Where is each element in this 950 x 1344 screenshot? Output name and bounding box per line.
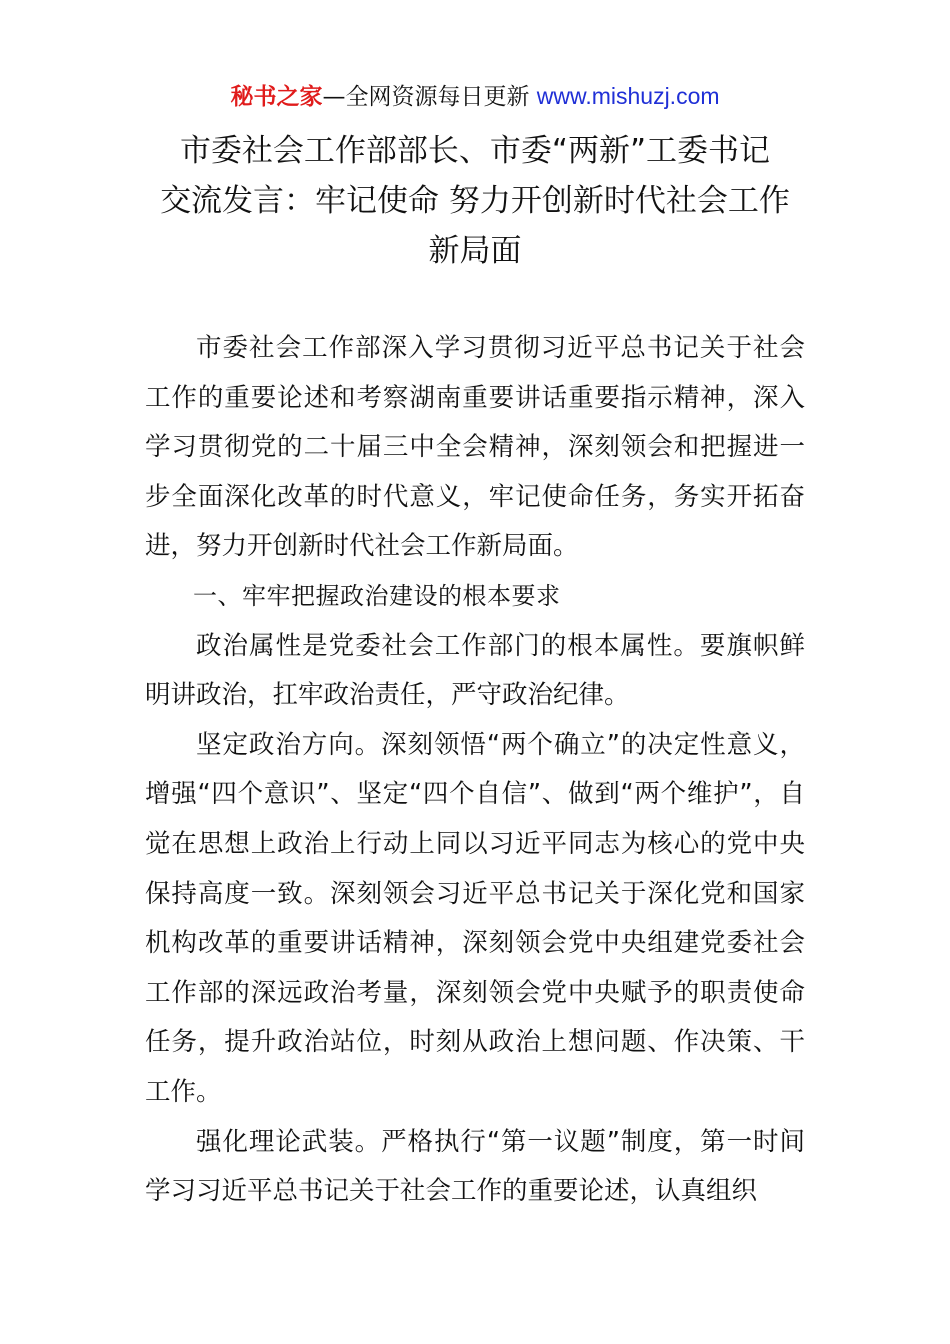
paragraph-theory-armament: 强化理论武装。严格执行“第一议题”制度，第一时间学习习近平总书记关于社会工作的重要论述，认真组织	[145, 1126, 805, 1207]
banner-tagline: —全网资源每日更新	[322, 84, 530, 110]
section-heading-1: 一、牢牢把握政治建设的根本要求	[193, 581, 561, 610]
title-line-3: 新局面	[428, 233, 522, 269]
site-url[interactable]: www.mishuzj.com	[536, 83, 720, 109]
document-body	[145, 324, 805, 1217]
title-line-2: 交流发言：牢记使命 努力开创新时代社会工作	[160, 183, 790, 219]
title-line-1: 市委社会工作部部长、市委“两新”工委书记	[179, 133, 771, 169]
site-banner	[0, 80, 950, 113]
brand-name: 秘书之家	[230, 84, 323, 110]
paragraph-intro: 市委社会工作部深入学习贯彻习近平总书记关于社会工作的重要论述和考察湖南重要讲话重要指示精神，深入学习贯彻党的二十届三中全会精神，深刻领会和把握进一步全面深化改革的时代意义，牢记使命任务，务实开拓奋进，努力开创新时代社会工作新局面。	[145, 333, 805, 562]
document-title	[145, 126, 805, 276]
paragraph-political-direction: 坚定政治方向。深刻领悟“两个确立”的决定性意义，增强“四个意识”、坚定“四个自信”、做到“两个维护”，自觉在思想上政治上行动上同以习近平同志为核心的党中央保持高度一致。深刻领会习近平总书记关于深化党和国家机构改革的重要讲话精神，深刻领会党中央组建党委社会工作部的深远政治考量，深刻领会党中央赋予的职责使命任务，提升政治站位，时刻从政治上想问题、作决策、干工作。	[145, 729, 805, 1107]
paragraph-political-attribute: 政治属性是党委社会工作部门的根本属性。要旗帜鲜明讲政治，扛牢政治责任，严守政治纪律。	[145, 630, 805, 711]
